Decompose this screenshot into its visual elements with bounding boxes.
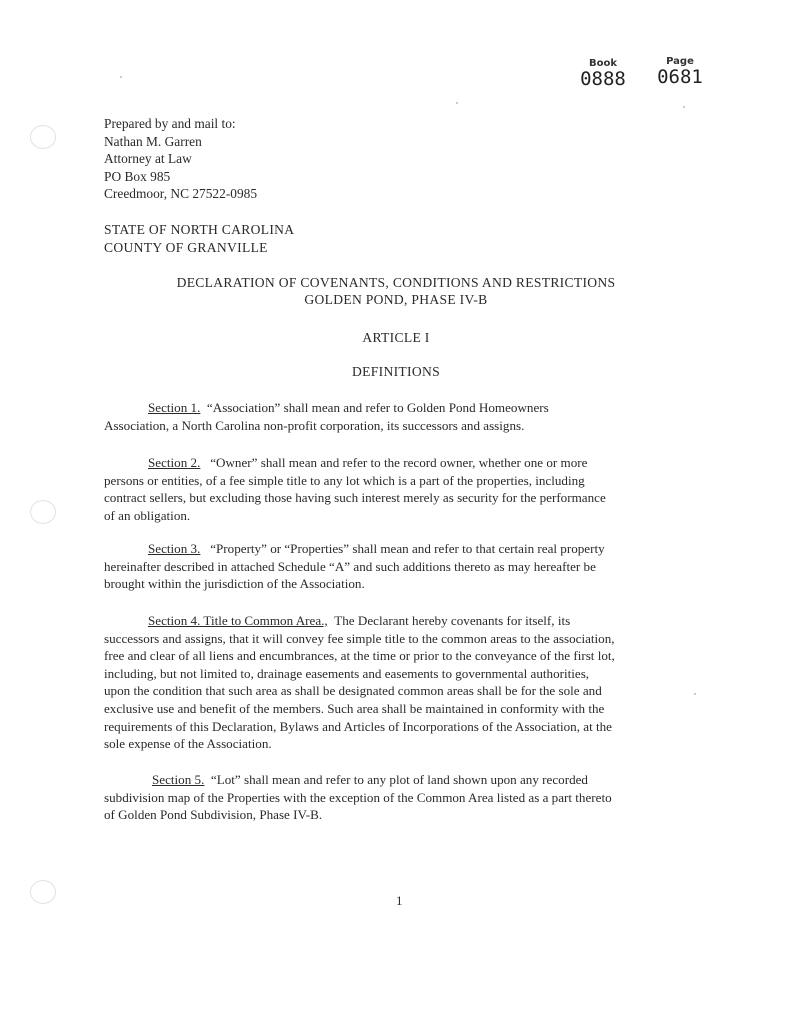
section-1-text: “Association” shall mean and refer to Golden Pond Homeowners	[206, 400, 549, 415]
section-2-text: persons or entities, of a fee simple title to any lot which is a part of the properties, including	[104, 472, 585, 488]
document-title: DECLARATION OF COVENANTS, CONDITIONS AND RESTRICTIONS	[176, 275, 616, 290]
section-2-text: “Owner” shall mean and refer to the record owner, whether one or more	[210, 455, 588, 470]
attorney-name: Nathan M. Garren	[104, 133, 202, 149]
section-2	[104, 454, 692, 524]
section-4-text: upon the condition that such area as shall be designated common areas shall be for the sole and	[104, 683, 602, 699]
jurisdiction-block	[104, 221, 294, 256]
book-label: Book	[588, 58, 617, 69]
section-3	[104, 540, 692, 593]
section-2-label: Section 2.	[148, 455, 201, 470]
hole-punch-mark	[30, 500, 56, 524]
scan-speck	[694, 693, 696, 695]
section-4-text: The Declarant hereby covenants for itself, its	[334, 613, 571, 628]
section-4-text: free and clear of all liens and encumbrances, at the time or prior to the conveyance of the first lot,	[104, 648, 615, 664]
section-3-text: “Property” or “Properties” shall mean and refer to that certain real property	[210, 541, 605, 556]
section-1-text: Association, a North Carolina non-profit corporation, its successors and assigns.	[104, 417, 525, 433]
city-state-zip: Creedmoor, NC 27522-0985	[104, 186, 258, 201]
page-label: Page	[666, 56, 694, 67]
section-4-label: Section 4. Title to Common Area.,	[148, 613, 328, 628]
section-1-label: Section 1.	[148, 400, 201, 415]
section-5-text: “Lot” shall mean and refer to any plot of land shown upon any recorded	[210, 772, 588, 787]
section-4-text: sole expense of the Association.	[104, 736, 272, 752]
prepared-by-heading: Prepared by and mail to:	[104, 116, 236, 131]
prepared-by-block	[104, 115, 257, 203]
book-stamp	[574, 58, 632, 89]
scan-speck	[683, 106, 685, 108]
hole-punch-mark	[30, 880, 56, 904]
definitions-heading: DEFINITIONS	[352, 364, 440, 379]
section-1	[104, 399, 692, 434]
section-4-text: successors and assigns, that it will convey fee simple title to the common areas to the association,	[104, 630, 615, 646]
section-4-text: exclusive use and benefit of the members. Such area shall be maintained in conformity with the	[104, 700, 605, 716]
attorney-title: Attorney at Law	[104, 151, 192, 166]
county-line: COUNTY OF GRANVILLE	[104, 239, 268, 255]
scan-speck	[456, 102, 458, 104]
article-heading: ARTICLE I	[362, 330, 430, 345]
state-line: STATE OF NORTH CAROLINA	[104, 222, 295, 237]
scan-speck	[120, 76, 122, 78]
section-4	[104, 612, 692, 753]
section-4-text: including, but not limited to, drainage easements and easements to governmental authorities,	[104, 665, 590, 681]
section-5-label: Section 5.	[152, 772, 205, 787]
hole-punch-mark	[30, 125, 56, 149]
book-number: 0888	[580, 68, 626, 90]
po-box: PO Box 985	[104, 168, 171, 184]
section-2-text: contract sellers, but excluding those having such interest merely as security for the performance	[104, 490, 606, 506]
section-4-text: requirements of this Declaration, Bylaws and Articles of Incorporations of the Association, at the	[104, 718, 612, 734]
document-subtitle: GOLDEN POND, PHASE IV-B	[304, 292, 488, 307]
page-stamp	[652, 56, 708, 87]
section-5-text: subdivision map of the Properties with the exception of the Common Area listed as a part thereto	[104, 789, 612, 805]
section-3-text: brought within the jurisdiction of the Association.	[104, 576, 365, 592]
section-2-text: of an obligation.	[104, 507, 191, 523]
section-5	[104, 771, 692, 824]
section-3-label: Section 3.	[148, 541, 201, 556]
page-number-stamp: 0681	[657, 66, 703, 88]
section-3-text: hereinafter described in attached Schedule “A” and such additions thereto as may hereafter be	[104, 558, 596, 574]
section-5-text: of Golden Pond Subdivision, Phase IV-B.	[104, 807, 323, 823]
page-footer-number: 1	[396, 893, 403, 908]
